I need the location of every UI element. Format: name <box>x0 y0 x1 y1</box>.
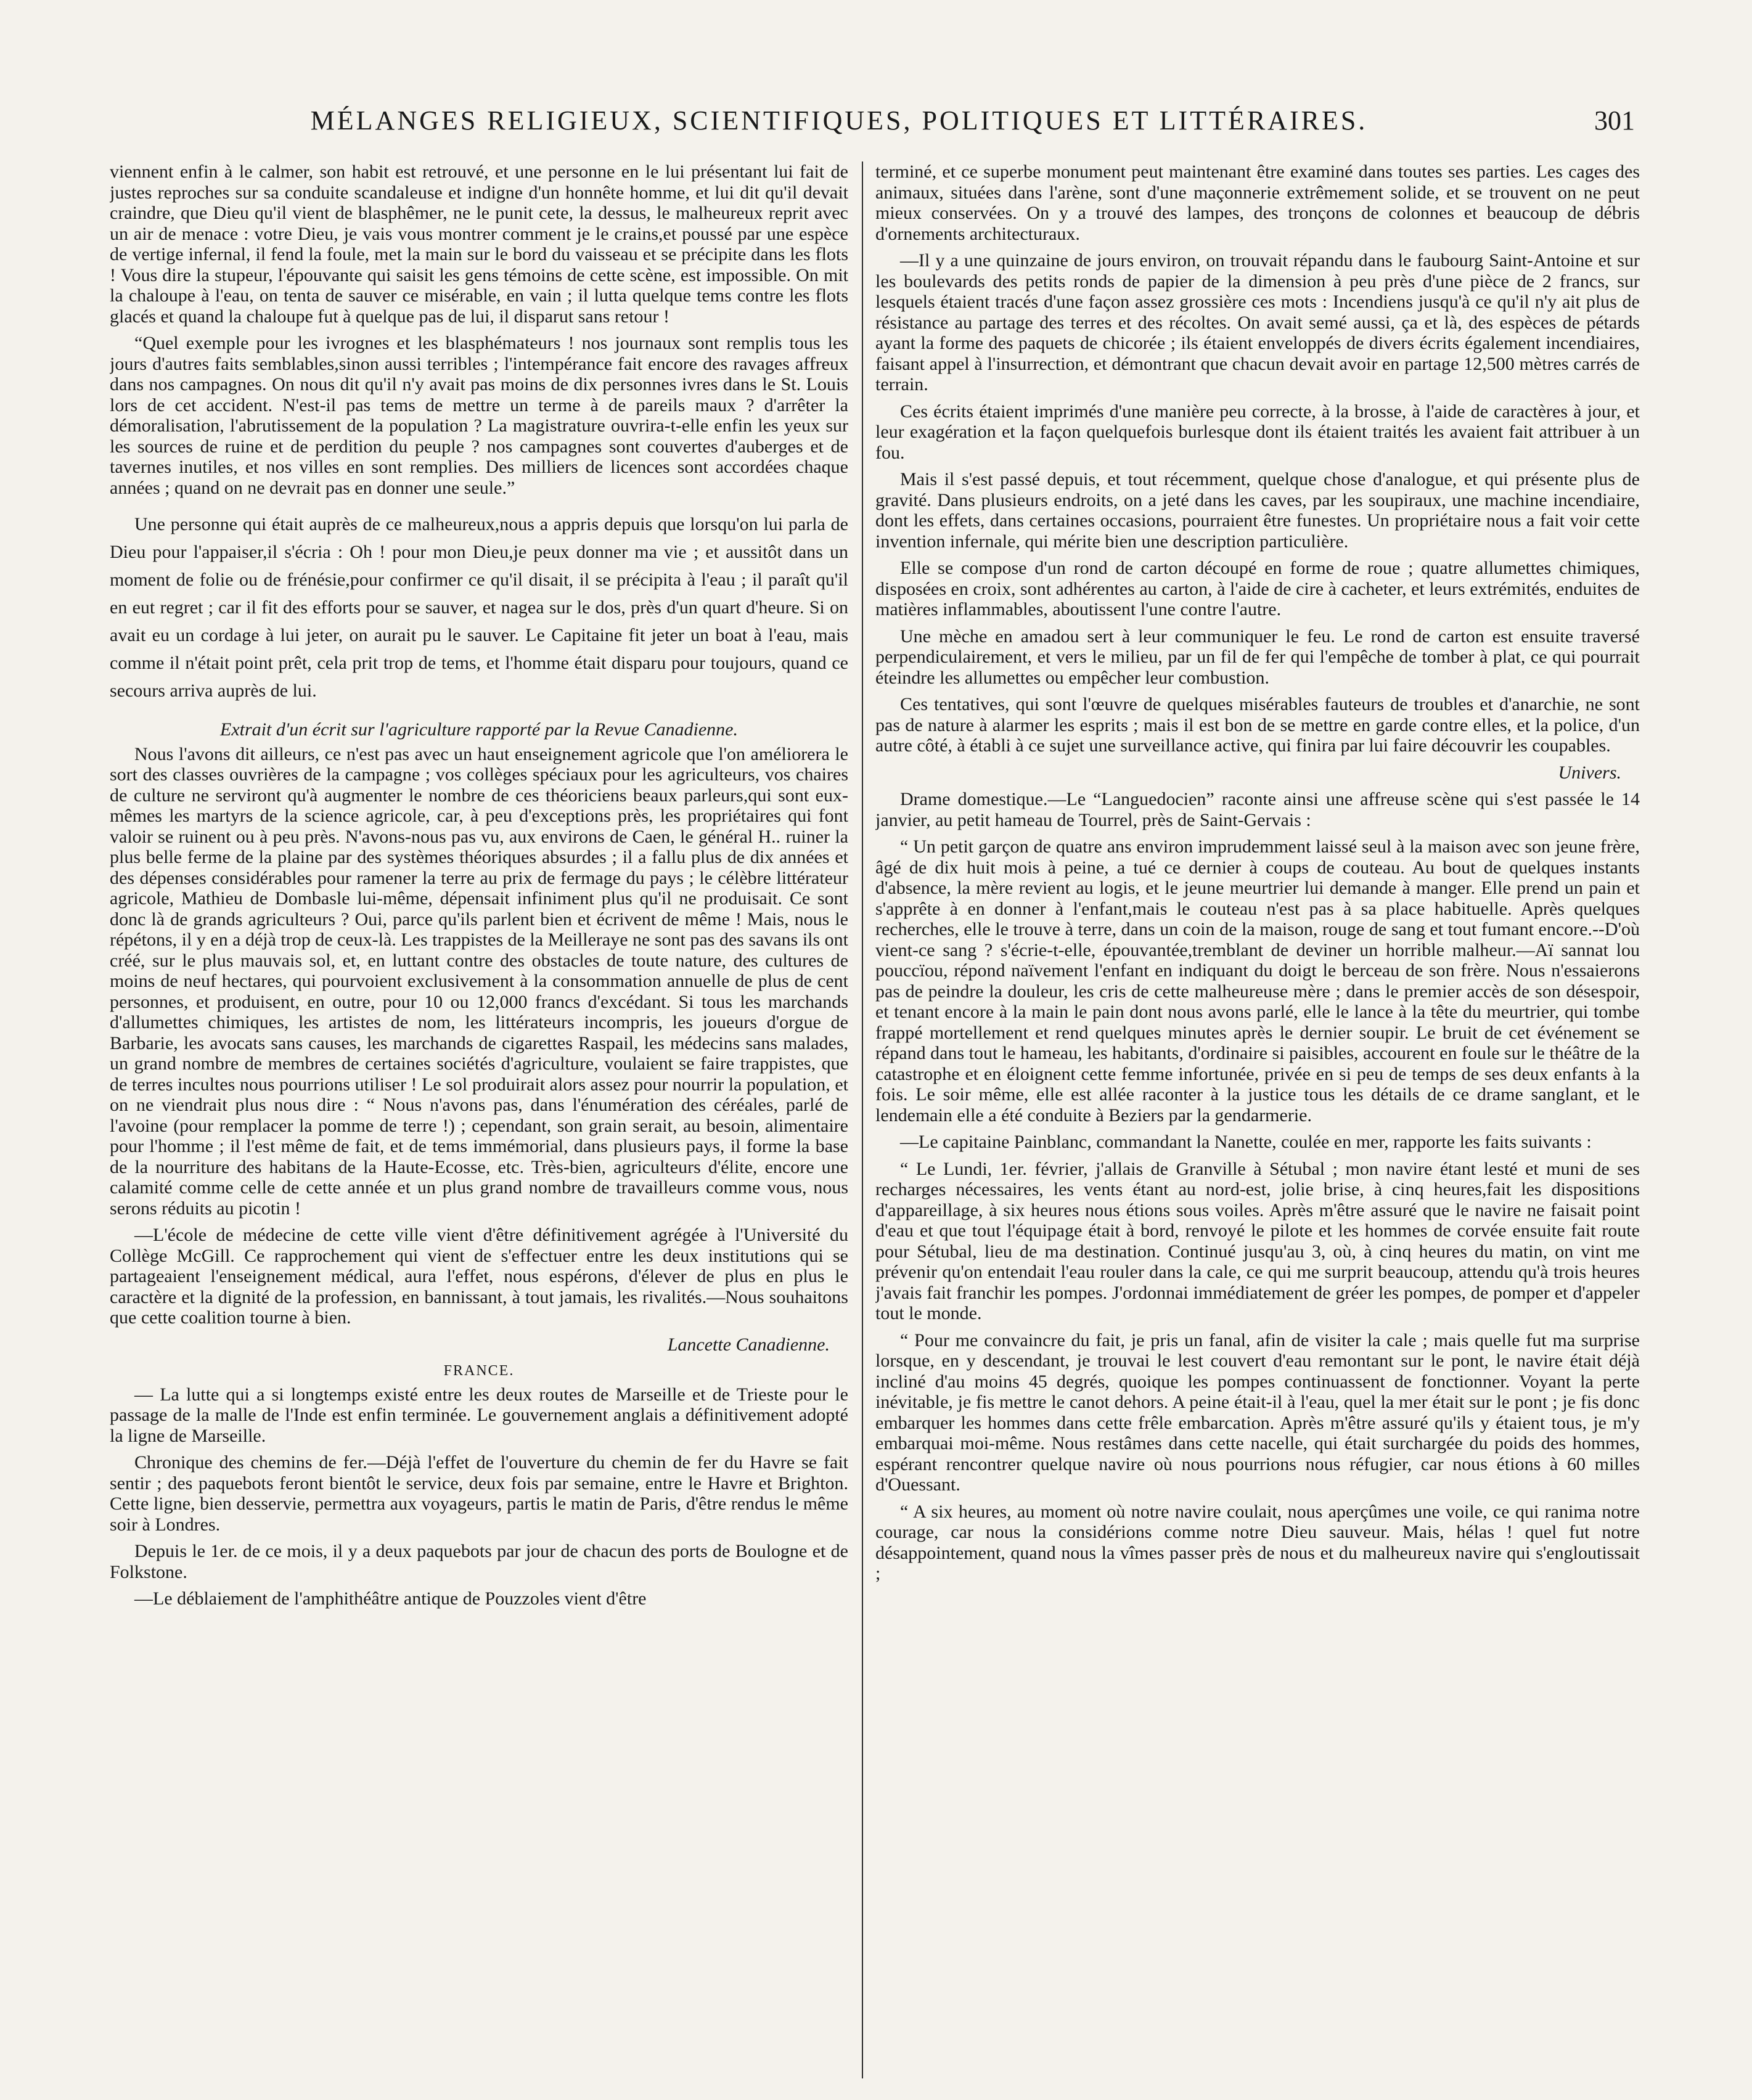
article-paragraph: “ A six heures, au moment où notre navire coulait, nous aperçûmes une voile, ce qui ranima notre courage, car nous la considérions comme notre Dieu sauveur. Mais, hélas ! quel fut notre désappointement, quand nous la vîmes passer près de nous et du malheureux navire qui s'engloutissait ; <box>875 1501 1640 1583</box>
article-paragraph: Une personne qui était auprès de ce malheureux,nous a appris depuis que lorsqu'on lui parla de Dieu pour l'appaiser,il s'écria : Oh ! pour mon Dieu,je peux donner ma vie ; et aussitôt dans un moment de folie ou de frénésie,pour confirmer ce qu'il disait, il se précipita à l'eau ; il paraît qu'il en eut regret ; car il fit des efforts pour se sauver, et nagea sur le dos, près d'un quart d'heure. Si on avait eu un cordage à lui jeter, on aurait pu le sauver. Le Capitaine fit jeter un boat à l'eau, mais comme il n'était point prêt, cela prit trop de tems, et l'homme était disparu pour toujours, quand ce secours arriva auprès de lui. <box>110 514 848 701</box>
article-paragraph: Drame domestique.—Le “Languedocien” raconte ainsi une affreuse scène qui s'est passée le 14 janvier, au petit hameau de Tourrel, près de Saint-Gervais : <box>875 789 1640 830</box>
article-paragraph: Ces tentatives, qui sont l'œuvre de quelques misérables fauteurs de troubles et d'anarchie, ne sont pas de nature à alarmer les esprits ; mais il est bon de se mettre en garde contre elles, et la police, d'un autre côté, à établi à ce sujet une surveillance active, qui finira par lui faire découvrir les coupables. <box>875 694 1640 756</box>
article-paragraph: —Le capitaine Painblanc, commandant la Nanette, coulée en mer, rapporte les faits suivants : <box>900 1132 1592 1152</box>
article-paragraph: Ces écrits étaient imprimés d'une manière peu correcte, à la brosse, à l'aide de caractères à jour, et leur exagération et la façon quelquefois burlesque dont ils étaient traités les avaient fait attribuer à un fou. <box>875 401 1640 463</box>
article-paragraph: Depuis le 1er. de ce mois, il y a deux paquebots par jour de chacun des ports de Boulogne et de Folkstone. <box>110 1541 848 1582</box>
article-paragraph: —L'école de médecine de cette ville vient d'être définitivement agrégée à l'Université du Collège McGill. Ce rapprochement qui vient de s'effectuer entre les deux institutions qui se partageaient l'enseignement médical, aura l'effet, nous espérons, d'élever de plus en plus le caractère et la dignité de la profession, en bannissant, à tout jamais, les rivalités.—Nous souhaitons que cette coalition tourne à bien. <box>110 1225 848 1328</box>
article-paragraph: — La lutte qui a si longtemps existé entre les deux routes de Marseille et de Trieste pour le passage de la malle de l'Inde est enfin terminée. Le gouvernement anglais a définitivement adopté la ligne de Marseille. <box>110 1384 848 1446</box>
article-heading: Extrait d'un écrit sur l'agriculture rapporté par la Revue Canadienne. <box>220 719 738 740</box>
article-paragraph: Une mèche en amadou sert à leur communiquer le feu. Le rond de carton est ensuite traversé perpendiculairement, et vers le milieu, par un fil de fer qui l'empêche de tomber à plat, ce qui pourrait éteindre les allumettes ou empêcher leur combustion. <box>875 626 1640 688</box>
running-title: MÉLANGES RELIGIEUX, SCIENTIFIQUES, POLITIQUES ET LITTÉRAIRES. <box>310 105 1368 136</box>
article-paragraph: —Il y a une quinzaine de jours environ, on trouvait répandu dans le faubourg Saint-Antoine et sur les boulevards des petits ronds de papier de la dimension à peu près d'une pièce de 2 francs, sur lesquels étaient tracés d'une façon assez grossière ces mots : Incendiens jusqu'à ce qu'il n'y ait plus de résistance au partage des terres et des récoltes. On avait semé aussi, ça et là, des espèces de pétards ayant la forme des paquets de chicorée ; ils étaient enveloppés de divers écrits également incendiaires, faisant appel à l'insurrection, et démontrant que chacun devait avoir en partage 12,500 mètres carrés de terrain. <box>875 250 1640 394</box>
source-signature: Univers. <box>1558 762 1621 783</box>
left-column <box>110 161 848 2078</box>
column-divider <box>862 161 863 2078</box>
article-paragraph: Elle se compose d'un rond de carton découpé en forme de roue ; quatre allumettes chimiques, disposées en croix, sont adhérentes au carton, à l'aide de cire à cacheter, et leurs extrémités, enduites de matières inflammables, aboutissent l'une contre l'autre. <box>875 558 1640 619</box>
source-signature: Lancette Canadienne. <box>667 1334 830 1355</box>
article-paragraph: viennent enfin à le calmer, son habit est retrouvé, et une personne en le lui présentant lui fait de justes reproches sur sa conduite scandaleuse et indigne d'un honnête homme, et lui dit qu'il devait craindre, que Dieu qu'il vient de blasphêmer, ne le punit cete, la dessus, le malheureux reprit avec un air de menace : votre Dieu, je vais vous montrer comment je le crains,et poussé par une espèce de vertige infernal, il fend la foule, met la main sur le bord du vaisseau et se précipite dans les flots ! Vous dire la stupeur, l'épouvante qui saisit les gens témoins de cette scène, est impossible. On mit la chaloupe à l'eau, on tenta de sauver ce misérable, en vain ; il lutta quelque tems contre les flots glacés et quand la chaloupe fut à quelque pas de lui, il disparut sans retour ! <box>110 161 848 327</box>
article-paragraph: —Le déblaiement de l'amphithéâtre antique de Pouzzoles vient d'être <box>134 1588 647 1609</box>
article-paragraph: “ Le Lundi, 1er. février, j'allais de Granville à Sétubal ; mon navire étant lesté et muni de ses recharges nécessaires, les vents étant au nord-est, jolie brise, à cinq heures,fait les dispositions d'appareillage, à six heures nous étions sous voiles. Après m'être assuré que le navire ne faisait point d'eau et que tout l'équipage était à bord, renvoyé le pilote et les hommes de corvée ensuite fait route pour Sétubal, lieu de ma destination. Continué jusqu'au 3, où, à cinq heures du matin, on vint me prévenir qu'on entendait l'eau rouler dans la cale, ce qui me surprit beaucoup, attendu qu'à trois heures j'avais fait franchir les pompes. J'ordonnai immédiatement de gréer les pompes, de pomper et d'appeler tout le monde. <box>875 1158 1640 1323</box>
page-header <box>142 105 1635 148</box>
article-paragraph: terminé, et ce superbe monument peut maintenant être examiné dans toutes ses parties. Les cages des animaux, situées dans l'arène, sont d'une maçonnerie extrêmement solide, et se trouvent on ne peut mieux conservées. On y a trouvé des lampes, des tronçons de colonnes et beaucoup de débris d'ornements architecturaux. <box>875 161 1640 244</box>
article-paragraph: Nous l'avons dit ailleurs, ce n'est pas avec un haut enseignement agricole que l'on améliorera le sort des classes ouvrières de la campagne ; vos collèges spéciaux pour les agriculteurs, vos chaires de culture ne serviront qu'à augmenter le nombre de ces théoriciens beaux parleurs,qui sont eux-mêmes les martyrs de la science agricole, car, à peu d'exceptions près, les propriétaires qui font valoir se ruinent ou à peu près. N'avons-nous pas vu, aux environs de Caen, le général H.. ruiner la plus belle ferme de la plaine par des systèmes théoriques absurdes ; il a fallu plus de dix années et des dépenses considérables pour ramener la terre au prix de fermage du pays ; le célèbre littérateur agricole, Mathieu de Dombasle lui-même, dépensait infiniment plus qu'il ne produisait. Ce sont donc là de grands agriculteurs ? Oui, parce qu'ils parlent bien et écrivent de même ! Mais, nous le répétons, il y en a déjà trop de ceux-là. Les trappistes de la Meilleraye ne sont pas des savans ils ont créé, sur le plus mauvais sol, et, en luttant contre des obstacles de toute nature, des cultures de moins de neuf hectares, qui pourvoient exclusivement à la consommation annuelle de plus de cent personnes, et produisent, en outre, pour 10 ou 12,000 francs d'excédant. Si tous les marchands d'allumettes chimiques, les artistes de nom, les littérateurs incompris, les joueurs d'orgue de Barbarie, les avocats sans causes, les marchands de cigarettes Raspail, les médecins sans malades, un grand nombre de membres de certaines sociétés d'agriculture, voulaient se faire trappistes, que de terres incultes nous pourrions utiliser ! Le sol produirait alors assez pour nourrir la population, et on ne viendrait plus nous dire : “ Nous n'avons pas, dans l'énumération des céréales, parlé de l'avoine (pour remplacer la pomme de terre !) ; cependant, son grain serait, au besoin, alimentaire pour l'homme ; il l'est même de fait, et de tems immémorial, dans plusieurs pays, il forme la base de la nourriture des habitans de la Haute-Ecosse, etc. Très-bien, agriculteurs d'élite, encore une calamité comme celle de cette année et un plus grand nombre de travailleurs comme vous, nous serons réduits au picotin ! <box>110 743 848 1219</box>
article-paragraph: “ Un petit garçon de quatre ans environ imprudemment laissé seul à la maison avec son jeune frère, âgé de dix huit mois à peine, a tué ce dernier à coups de couteau. Au bout de quelques instants d'absence, la mère revient au logis, et le jeune meurtrier lui demande à manger. Elle prend un pain et s'apprête à en donner à l'enfant,mais le couteau n'est pas à sa place habituelle. Après quelques recherches, elle le trouve à terre, dans un coin de la maison, rouge de sang et tout fumant encore.--D'où vient-ce sang ? s'écrie-t-elle, épouvantée,tremblant de deviner un horrible malheur.—Aï sannat lou pouccïou, répond naïvement l'enfant en indiquant du doigt le berceau de son frère. Nous n'essaierons pas de peindre la douleur, les cris de cette malheureuse mère ; dans le premier accès de son désespoir, et tenant encore à la main le pain dont nous avons parlé, elle le lance à la tête du meurtrier, qui tombe frappé mortellement et rend quelques minutes après le dernier soupir. Le bruit de cet événement se répand dans tout le hameau, les habitants, d'ordinaire si paisibles, accourent en foule sur le théâtre de la catastrophe et en éloignent cette femme infortunée, privée en si peu de temps de ses deux enfants à la fois. Le soir même, elle est allée raconter à la justice tous les détails de ce drame sanglant, et le lendemain elle a été conduite à Beziers par la gendarmerie. <box>875 836 1640 1126</box>
article-paragraph: Mais il s'est passé depuis, et tout récemment, quelque chose d'analogue, et qui présente plus de gravité. Dans plusieurs endroits, on a jeté dans les caves, par les soupiraux, une machine incendiaire, dont les effets, dans certaines occasions, pourraient être funestes. Un propriétaire nous a fait voir cette invention infernale, qui mérite bien une description particulière. <box>875 469 1640 552</box>
article-paragraph: “ Pour me convaincre du fait, je pris un fanal, afin de visiter la cale ; mais quelle fut ma surprise lorsque, en y descendant, je trouvai le lest couvert d'eau remontant sur le pont, le navire était déjà incliné d'au moins 45 degrés, quoique les pompes continuassent de fonctionner. Voyant la perte inévitable, je fis mettre le canot dehors. A peine était-il à l'eau, quel la mer était sur le pont ; je fis donc embarquer les hommes dans cette frêle embarcation. Après m'être assuré qu'ils y étaient tous, je m'y embarquai moi-même. Nous restâmes dans cette nacelle, qui était surchargée du poids des hommes, espérant rencontrer quelque navire où nous pourrions nous réfugier, car nous étions à 60 milles d'Ouessant. <box>875 1330 1640 1495</box>
page-number: 301 <box>1594 105 1635 136</box>
article-paragraph: “Quel exemple pour les ivrognes et les blasphémateurs ! nos journaux sont remplis tous les jours d'autres faits semblables,sinon aussi terribles ; l'intempérance fait encore des ravages affreux dans nos campagnes. On nous dit qu'il n'y avait pas moins de dix personnes ivres dans le St. Louis lors de cet accident. N'est-il pas tems de mettre un terme à de pareils maux ? d'arrêter la démoralisation, l'abrutissement de la population ? La magistrature ouvrira-t-elle enfin les yeux sur les sources de ruine et de perdition du peuple ? nos campagnes sont couvertes d'auberges et de tavernes inutiles, et nos villes en sont remplies. Des milliers de licences sont accordées chaque années ; quand on ne devrait pas en donner une seule.” <box>110 333 848 498</box>
right-column <box>875 161 1640 2078</box>
section-heading: FRANCE. <box>443 1363 515 1379</box>
article-paragraph: Chronique des chemins de fer.—Déjà l'effet de l'ouverture du chemin de fer du Havre se fait sentir ; des paquebots feront bientôt le service, deux fois par semaine, entre le Havre et Brighton. Cette ligne, bien desservie, permettra aux voyageurs, partis le matin de Paris, d'être rendus le même soir à Londres. <box>110 1452 848 1535</box>
